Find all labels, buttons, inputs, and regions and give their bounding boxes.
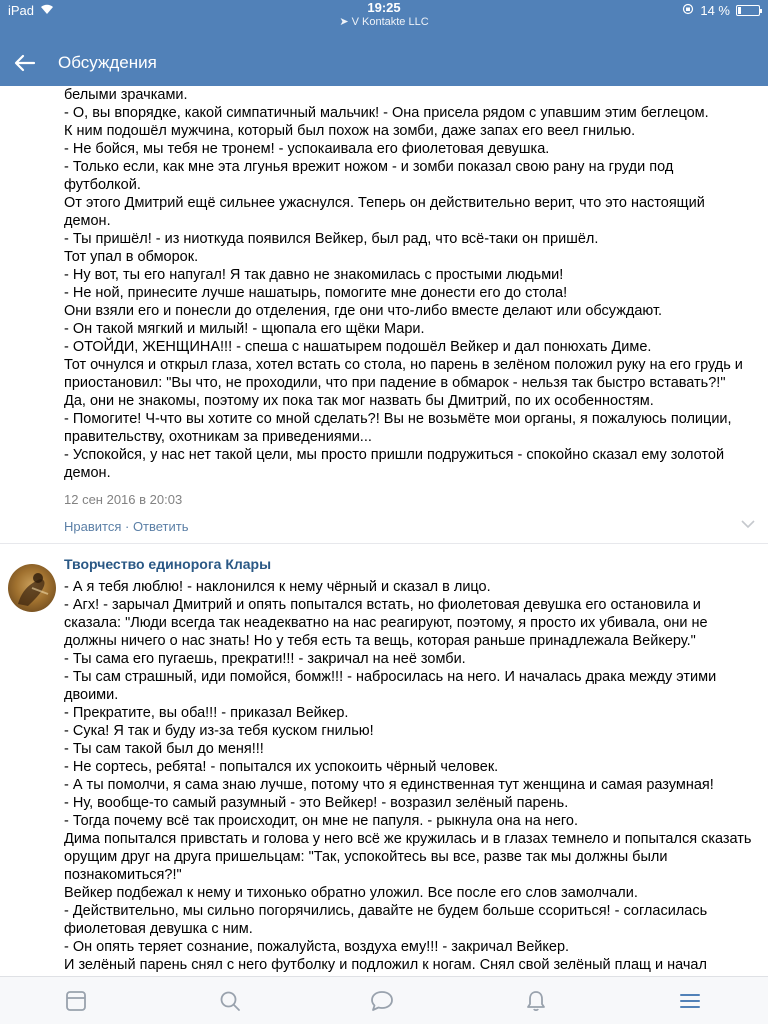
- comment-text: [0, 86, 768, 482]
- actions-separator: ·: [121, 519, 133, 534]
- comment-line: - А я тебя люблю! - наклонился к нему чёрный и сказал в лицо.: [64, 579, 491, 595]
- comment-line: - ОТОЙДИ, ЖЕНЩИНА!!! - спеша с нашатырем подошёл Вейкер и дал понюхать Диме.: [64, 339, 652, 355]
- search-icon: [218, 989, 242, 1013]
- page-title: Обсуждения: [58, 53, 157, 72]
- comment-line: - Тогда почему всё так происходит, он мне не папуля. - рыкнула она на него.: [64, 813, 578, 829]
- comment-line: - Ты сама его пугаешь, прекрати!!! - закричал на неё зомби.: [64, 651, 466, 667]
- avatar[interactable]: [8, 564, 56, 612]
- comment-date: 12 сен 2016 в 20:03: [64, 492, 183, 507]
- comment-line: - Ну, вообще-то самый разумный - это Вейкер! - возразил зелёный парень.: [64, 795, 569, 811]
- comment-line: - Не сортесь, ребята! - попытался их успокоить чёрный человек.: [64, 759, 499, 775]
- comment-line: - О, вы впорядке, какой симпатичный мальчик! - Она присела рядом с упавшим этим беглецом.: [64, 105, 709, 121]
- messages-icon: [369, 989, 395, 1013]
- comment-line: - Только если, как мне эта лгунья врежит ножом - и зомби показал свою рану на груди под: [64, 159, 674, 175]
- comment-line: Вейкер подбежал к нему и тихонько обратно уложил. Все после его слов замолчали.: [64, 885, 638, 901]
- news-icon: [64, 989, 88, 1013]
- back-arrow-icon: [14, 54, 36, 72]
- device-label: iPad: [8, 2, 35, 18]
- comment-line: - Сука! Я так и буду из-за тебя куском гнилью!: [64, 723, 374, 739]
- comment-line: - Ты сам страшный, иди помойся, бомж!!! - набросилась на него. И началась драка между этими: [64, 669, 717, 685]
- comment: [0, 544, 768, 1010]
- carrier-label: ➤ V Kontakte LLC: [339, 16, 429, 28]
- comment-line: - Не ной, принесите лучше нашатырь, помогите мне донести его до стола!: [64, 285, 568, 301]
- comment-line: двоими.: [64, 687, 119, 703]
- comment-line: - Ты сам такой был до меня!!!: [64, 741, 264, 757]
- like-link[interactable]: Нравится: [64, 519, 122, 534]
- comment-line: - Успокойся, у нас нет такой цели, мы просто пришли подружиться - спокойно сказал ему золотой: [64, 447, 725, 463]
- comment-line: - Прекратите, вы оба!!! - приказал Вейкер.: [64, 705, 349, 721]
- comment-line: Они взяли его и понесли до отделения, где они что-либо вместе делают или обсуждают.: [64, 303, 663, 319]
- comment-line: И зелёный парень снял с него футболку и подложил к ногам. Снял свой зелёный плащ и начал: [64, 957, 707, 973]
- tab-messages[interactable]: [368, 987, 396, 1015]
- status-center: [0, 1, 768, 29]
- comment-line: белыми зрачками.: [64, 87, 188, 103]
- status-bar: [0, 0, 768, 28]
- menu-icon: [678, 989, 702, 1013]
- discussion-feed[interactable]: [0, 86, 768, 976]
- back-button[interactable]: [2, 40, 48, 86]
- comment-line: познакомиться?!": [64, 867, 182, 883]
- comment-line: - А ты помолчи, я сама знаю лучше, потому что я единственная тут женщина и самая разумная!: [64, 777, 714, 793]
- comment-author[interactable]: Творчество единорога Клары: [64, 556, 272, 572]
- comment-line: демон.: [64, 465, 111, 481]
- comment-line: Тот упал в обморок.: [64, 249, 199, 265]
- battery-percent: 14 %: [700, 2, 730, 18]
- tab-search[interactable]: [216, 987, 244, 1015]
- comment-line: приостановил: "Вы что, не проходили, что при падение в обмарок - нельзя так быстро вставать?!": [64, 375, 726, 391]
- notifications-icon: [524, 989, 548, 1013]
- comment: [0, 86, 768, 544]
- header-bar: [0, 20, 768, 86]
- clock: 19:25: [367, 0, 401, 15]
- comment-line: Да, они не знакомы, поэтому их пока так мог назвать бы Дмитрий, по их особенностям.: [64, 393, 654, 409]
- comment-line: футболкой.: [64, 177, 141, 193]
- comment-line: сказала: "Люди всегда так неадекватно на нас реагируют, поэтому, я просто их убивала, они не: [64, 615, 708, 631]
- comment-line: демон.: [64, 213, 111, 229]
- comment-line: - Ты пришёл! - из ниоткуда появился Вейкер, был рад, что всё-таки он пришёл.: [64, 231, 599, 247]
- reply-link[interactable]: Ответить: [132, 519, 189, 534]
- comment-text: [0, 578, 768, 1010]
- comment-line: - Он такой мягкий и милый! - щюпала его щёки Мари.: [64, 321, 425, 337]
- tab-notifications[interactable]: [522, 987, 550, 1015]
- comment-line: - Ну вот, ты его напугал! Я так давно не знакомилась с простыми людьми!: [64, 267, 564, 283]
- chevron-down-icon[interactable]: [740, 517, 756, 532]
- comment-line: - Агх! - зарычал Дмитрий и опять попытался встать, но фиолетовая девушка его остановила и: [64, 597, 701, 613]
- comment-line: - Он опять теряет сознание, пожалуйста, воздуха ему!!! - закричал Вейкер.: [64, 939, 570, 955]
- tab-bar: [0, 976, 768, 1024]
- comment-line: - Не бойся, мы тебя не тронем! - успокаивала его фиолетовая девушка.: [64, 141, 550, 157]
- comment-line: фиолетовая девушка с ним.: [64, 921, 253, 937]
- location-arrow-icon: ➤: [339, 16, 349, 28]
- tab-menu[interactable]: [676, 987, 704, 1015]
- comment-line: - Действительно, мы сильно погорячились, давайте не будем больше ссориться! - согласилась: [64, 903, 708, 919]
- comment-line: правительству, охотникам за приведениями...: [64, 429, 372, 445]
- battery-icon: [736, 5, 760, 16]
- comment-actions: [0, 519, 768, 537]
- comment-line: От этого Дмитрий ещё сильнее ужаснулся. Теперь он действительно верит, что это настоящий: [64, 195, 705, 211]
- comment-line: - Помогите! Ч-что вы хотите со мной сделать?! Вы не возьмёте мои органы, я пожалуюсь полиции,: [64, 411, 732, 427]
- comment-line: К ним подошёл мужчина, который был похож на зомби, даже запах его веел гнилью.: [64, 123, 636, 139]
- tab-news[interactable]: [62, 987, 90, 1015]
- comment-line: должны ничего о нас знать! Но у тебя есть та вещь, которая раньше принадлежала Вейкеру.": [64, 633, 696, 649]
- comment-line: орущим друг на друга пришельцам: "Так, успокойтесь вы все, разве так мы должны были: [64, 849, 668, 865]
- comment-line: Дима попытался привстать и голова у него всё же кружилась и в глазах темнело и попытался сказать: [64, 831, 752, 847]
- comment-line: Тот очнулся и открыл глаза, хотел встать со стола, но парень в зелёном положил руку на его грудь и: [64, 357, 743, 373]
